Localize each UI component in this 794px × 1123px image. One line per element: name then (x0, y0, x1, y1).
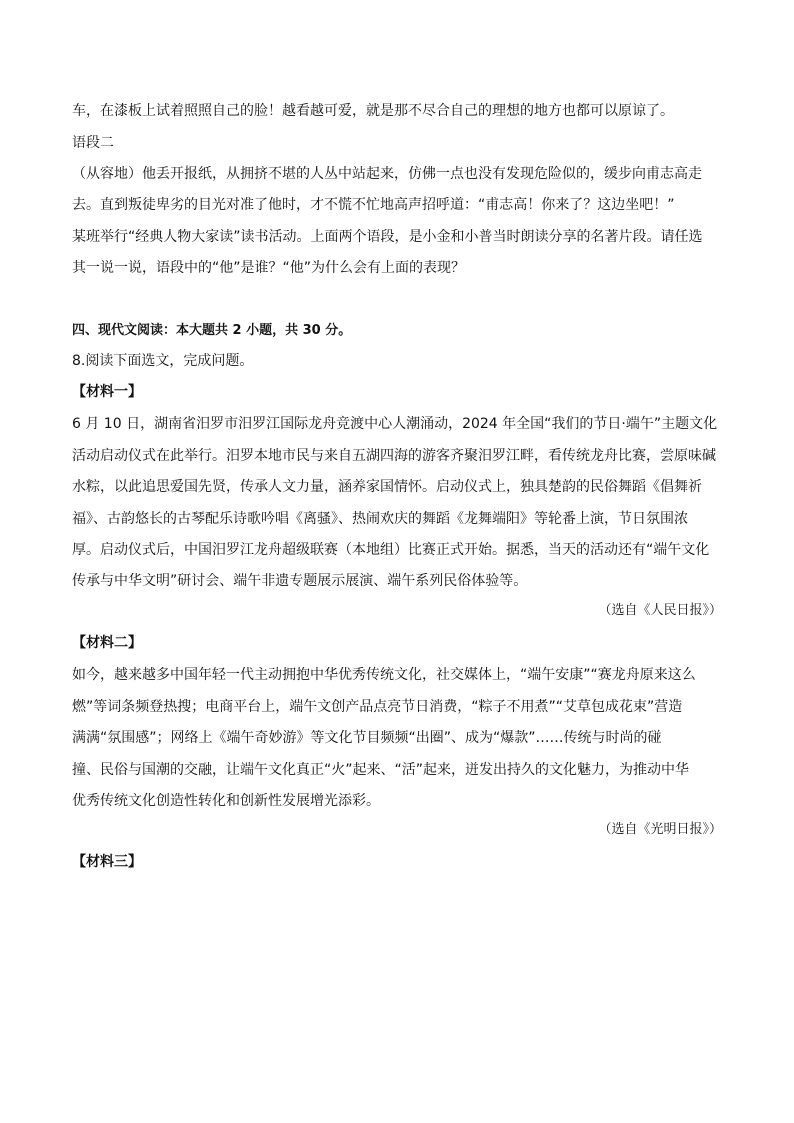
material-one-source: （选自《人民日报》） (598, 603, 722, 618)
material-one-title: 【材料一】 (72, 384, 142, 400)
material-three-title: 【材料三】 (72, 854, 142, 870)
material-one-line: 厚。启动仪式后，中国汨罗江龙舟超级联赛（本地组）比赛正式开始。据悉，当天的活动还有“端午文化 (72, 542, 710, 558)
segment-label: 语段二 (72, 135, 114, 151)
material-two-line: 燃”等词条频登热搜；电商平台上，端午文创产品点亮节日消费，“粽子不用煮”“艾草包成花束”营造 (72, 699, 683, 715)
material-one-line: 活动启动仪式在此举行。汨罗本地市民与来自五湖四海的游客齐聚汨罗江畔，看传统龙舟比赛，尝原味碱 (72, 448, 716, 464)
passage-line: （从容地）他丢开报纸，从拥挤不堪的人丛中站起来，仿佛一点也没有发现危险似的，缓步向甫志高走 (72, 166, 702, 182)
material-one-line: 6 月 10 日，湖南省汨罗市汨罗江国际龙舟竞渡中心人潮涌动，2024 年全国“我们的节日·端午”主题文化 (72, 416, 718, 432)
material-two-line: 撞、民俗与国潮的交融，让端午文化真正“火”起来、“活”起来，迸发出持久的文化魅力，为推动中华 (72, 762, 690, 778)
material-one-line: 水粽，以此追思爱国先贤，传承人文力量，涵养家国情怀。启动仪式上，独具楚韵的民俗舞蹈《倡舞祈 (72, 479, 702, 495)
question-number: 8.阅读下面选文，完成问题。 (72, 353, 254, 369)
section-heading: 四、现代文阅读：本大题共 2 小题，共 30 分。 (72, 323, 352, 338)
material-two-source: （选自《光明日报》） (598, 822, 722, 837)
question-line: 某班举行“经典人物大家读”读书活动。上面两个语段，是小金和小普当时朗读分享的名著片段。请任选 (72, 229, 703, 245)
material-one-line: 传承与中华文明”研讨会、端午非遗专题展示展演、端午系列民俗体验等。 (72, 573, 528, 589)
material-two-line: 如今，越来越多中国年轻一代主动拥抱中华优秀传统文化，社交媒体上，“端午安康”“赛龙舟原来这么 (72, 667, 696, 683)
material-two-title: 【材料二】 (72, 635, 142, 651)
passage-line: 去。直到叛徒卑劣的目光对准了他时，才不慌不忙地高声招呼道：“甫志高！你来了？这边坐吧！” (72, 197, 675, 213)
material-two-line: 满满“氛围感”；网络上《端午奇妙游》等文化节目频频“出圈”、成为“爆款”……传统与时尚的碰 (72, 730, 662, 746)
material-two-line: 优秀传统文化创造性转化和创新性发展增光添彩。 (72, 793, 380, 809)
passage-line: 车，在漆板上试着照照自己的脸！越看越可爱，就是那不尽合自己的理想的地方也都可以原谅了。 (72, 103, 674, 119)
question-line: 其一说一说，语段中的“他”是谁？“他”为什么会有上面的表现？ (72, 260, 466, 276)
material-one-line: 福》、古韵悠长的古琴配乐诗歌吟唱《离骚》、热闹欢庆的舞蹈《龙舞端阳》等轮番上演，节日氛围浓 (72, 511, 688, 527)
